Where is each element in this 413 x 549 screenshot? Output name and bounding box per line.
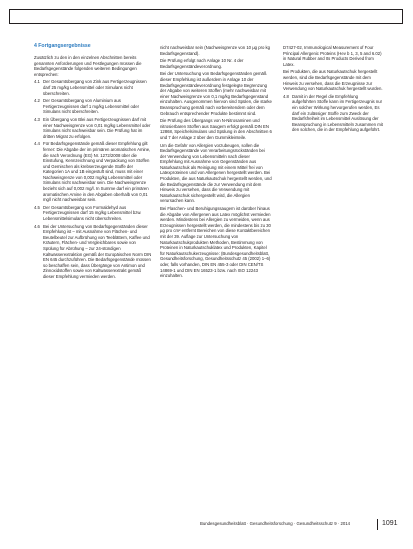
list-item [34, 79, 152, 96]
body-paragraph: Um die Gefahr von Allergien vorzubeugen, sollen die Bedarfsgegenstände von Verarbeitungsrückständen bei der Verwendung von Lebensmitteln nach dieser Empfehlung mit Ausnahme von Gegenständen aus Naturkautschuk als Reinigung mit einem Mittel frei von Latexproteinen und von Allergenen hergestellt werden. Bei Produkten, die aus Naturkautschuk hergestellt werden, und die Bedarfsgegenstände die zur Verwendung mit dem Hinweis zu versehen, dass die Verwendung mit Naturkautschuk sichergestellt wird, die Allergien verursachen kann. [160, 142, 272, 204]
item-text: Bei der Untersuchung von Bedarfsgegenständen dieser Empfehlung ist – mit Ausnahme von Flächen- und Beutelbeutel zur Aufbrühung von Teeblättern, Kaffee und Kräutern, Flächen- und Vergleichbares sowie von Spülung für Abrühung – zur 24-stündigen Kaltwasserextraktion gemäß der Europäischen Norm DIN EN 645 durchzuführen. Die Bedarfsgegenstände müssen so beschaffen sein, dass Übergänge von Antimon und Zinnoxidstoffen sowie von Kaltwasserextrakt gemäß dieser Empfehlung vermieden werden. [43, 223, 152, 279]
section-heading: 4 Fortgangsergebnisse [34, 43, 91, 49]
journal-citation: Bundesgesundheitsblatt · Gesundheitsforschung · Gesundheitsschutz 9 · 2014 [200, 521, 351, 526]
list-item [34, 205, 152, 222]
item-text: Ein Übergang von Blei aus Fertigerzeugnissen darf mit einer Nachweisgrenze von 0,01 mg/kg Lebensmittel oder Simulans nicht nachweisbar sein. Die Prüfung hat im dritten Migrat zu erfolgen. [43, 116, 151, 139]
item-number: 4.8 [283, 93, 289, 99]
body-paragraph: D7427-02, Immunological Measurement of Four Principal Allergenic Proteins (Hev b 1, 3, 5 and 6.02) in Natural Rubber and Its Products Derived from Latex. [283, 45, 382, 67]
page-number: 1091 [382, 520, 398, 527]
item-number: 4.5 [34, 204, 40, 210]
body-paragraph: Die Prüfung des Übergangs von N-Nitrosaminen und nitrosierbaren Stoffen aus Saugern erfolgt gemäß DIN EN 12868, Speichelsimulans und Spülung in den Abschnitten 6 und 7 der Anlage 2 über den Gummikleinteile. [160, 118, 272, 140]
list-item [34, 224, 152, 280]
column-left [34, 43, 152, 282]
item-text: Der Gesamtübergang von Zink aus Fertigerzeugnissen darf 25 mg/kg Lebensmittel oder Simulans nicht überschreiten. [43, 79, 147, 96]
body-paragraph: Bei Flaschen- und Beruhigungssaugern ist darüber hinaus die Abgabe von Allergenen aus Latex möglichst vermieden werden. Mindestens bei Allergien zu vermeiden, wenn aus Erzeugnissen hergestellt werden, die mindestens bis zu 30 µg pro cm² entfernt Bereichen von diese Kontaktbereichen mit der 39. Auflage zur Untersuchung von Naturkautschukprodukten Methoden, Bestimmung von Proteinen in Naturkautschuklatex und Produkten, Kapitel für Naturkautschukerzeugnisse: (Bundesgesundheitsblatt, Gesundheitsforschung, Gesundheitsschutz 45 (2002) 1–6) oder, falls vorhanden, DIN EN 455-3 oder DIN CEN/TS 14869-1 und DIN EN 16523-1 bzw. nach ISO 12243 einzuhalten. [160, 206, 271, 279]
item-text: Für Bedarfsgegenstände gemäß dieser Empfehlung gilt ferner: Die Abgabe der im primären aromatischen Amine, die nach Verordnung (EG) Nr. 1272/2008 über die Einstufung, Kennzeichnung und Verpackung von Stoffen und Gemischen als krebserzeugende Stoffe der Kategorien 1A und 1B eingestuft sind, muss mit einer Nachweisgrenze von 0,002 mg/kg Lebensmittel oder Simulans nicht nachweisbar sein. Die Nachweisgrenze bezieht sich auf 0,002 mg/l. In Summe darf ein primären aromatischen Amine in den Abgaben oberhalb von 0,01 mg/l nicht nachweisbar sein. [43, 141, 151, 203]
body-paragraph: Die Prüfung erfolgt nach Anlage 10 Nr. 4 der Bedarfsgegenständeverordnung. [160, 58, 244, 69]
item-text: Der Gesamtübergang von Formaldehyd aus Fertigerzeugnissen darf 15 mg/kg Lebensmittel bzw. Lebensmittelsimulans nicht überschreiten. [43, 204, 142, 222]
page-footer [200, 520, 405, 528]
item-number: 4.6 [34, 223, 40, 229]
body-paragraph: nicht nachweisbar sein (Nachweisgrenze von 10 µg pro kg Bedarfsgegenstand). [160, 45, 271, 56]
list-item [34, 141, 152, 203]
list-item [34, 117, 152, 139]
item-number: 4.1 [34, 79, 40, 85]
item-number: 4.4 [34, 141, 40, 147]
item-number: 4.3 [34, 116, 40, 122]
body-paragraph: Bei der Untersuchung von Bedarfsgegenständen gemäß dieser Empfehlung ist außerdem in Anlage 10 der Bedarfsgegenständeverordnung festgelegte Begrenzung der Abgabe von weiteren Stoffen (mehr nachweisbar mit einer Nachweisgrenze von 0,1 mg/kg Bedarfsgegenstand einzuhalten. Ausgenommen hiervon sind Spülen, die starke Beanspruchung gemäß nach vorbereitendem oder dem Gebrauch entsprechender Produkte bestimmt sind. [160, 71, 272, 116]
column-middle [160, 45, 272, 281]
list-item [283, 94, 383, 133]
item-text: Der Gesamtübergang von Aluminium aus Fertigerzeugnissen darf 1 mg/kg Lebensmittel oder Simulans nicht überschreiten. [43, 98, 139, 115]
body-paragraph: Bei Produkten, die aus Naturkautschuk hergestellt werden, sind die Bedarfsgegenstände mit dem Hinweis zu versehen, dass die Erzeugnisse zur Verwendung von Naturkautschuk hergestellt wurden. [283, 69, 383, 92]
header-frame [9, 9, 403, 24]
footer-divider [377, 519, 378, 530]
list-item [34, 98, 152, 115]
item-number: 4.2 [34, 98, 40, 104]
item-text: Damit in der Regel die Empfehlung aufgeführten Stoffe kann im Fertigerzeugnis nur ein solcher Wirkung hervorgerufen werden, Es darf ein zulässiger Stoffe zum Zweck der Bedarfsfreiheit im Lebensmittel Auslösung der Beanspruchung in Lebensmitteln zusammen mit den solchen, die in der Empfehlung aufgeführt. [292, 93, 383, 133]
column-right [283, 45, 383, 135]
intro-paragraph: Zusätzlich zu den in den einzelnen Abschnitten bereits genannten Anforderungen und Festlegungen müssen die Bedarfsgegenstände folgenden weiteren Bedingungen entsprechen: [34, 55, 142, 77]
